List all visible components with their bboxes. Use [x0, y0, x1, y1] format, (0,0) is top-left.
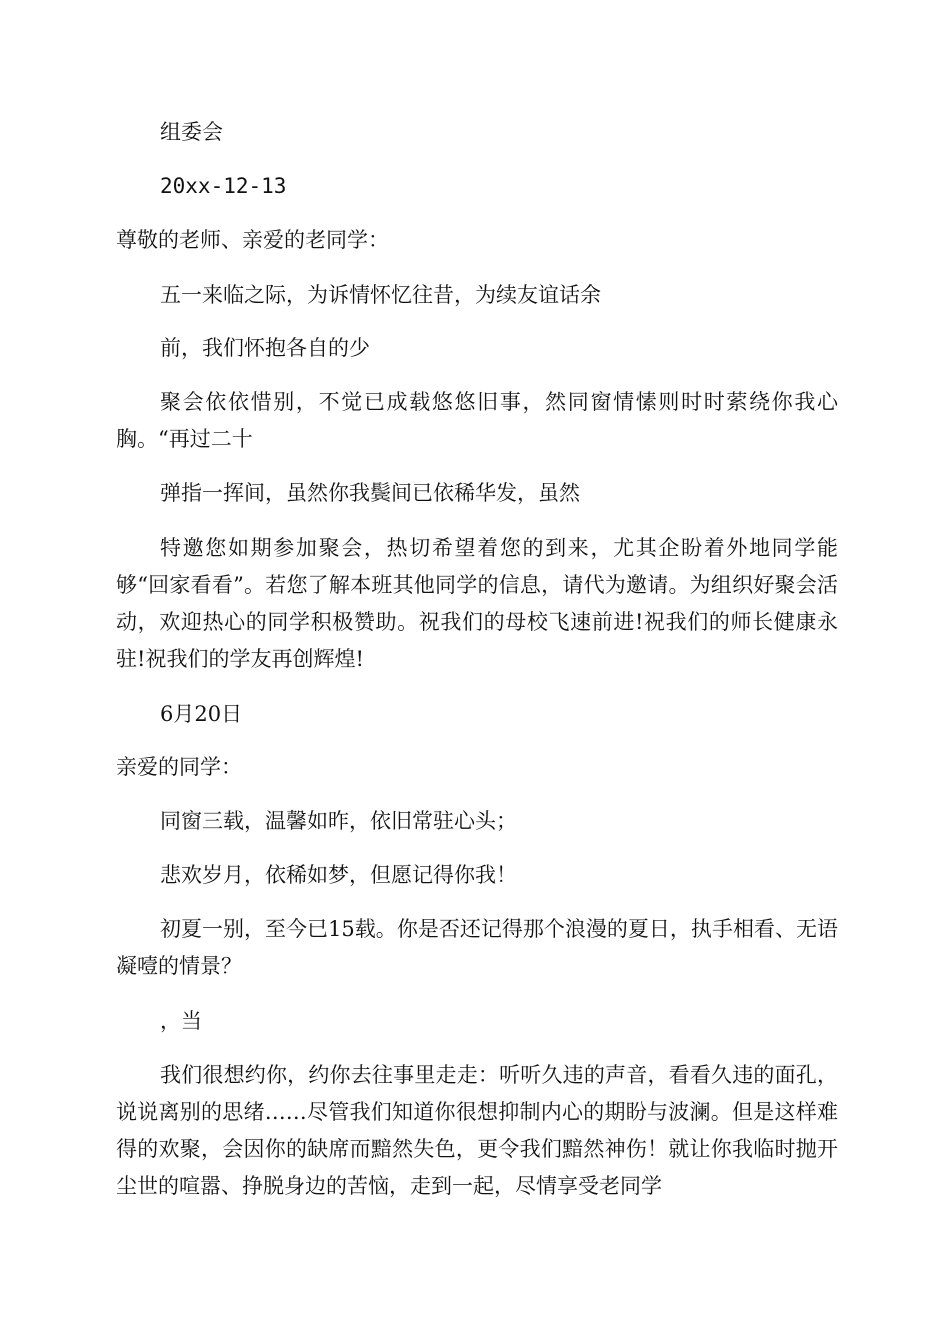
paragraph-may-day: 五一来临之际，为诉情怀忆往昔，为续友谊话余: [160, 283, 601, 307]
signature-date: 20xx-12-13: [160, 174, 287, 198]
paragraph-invitation: 特邀您如期参加聚会，热切希望着您的到来，尤其企盼着外地同学能够“回家看看”。若您了解本班其他同学的信息，请代为邀请。为组织好聚会活动，欢迎热心的同学积极赞助。祝我们的母校飞速前进!祝我们的师长健康永驻!祝我们的学友再创辉煌!: [116, 536, 838, 671]
paragraph-invite-to-past: 我们很想约你，约你去往事里走走：听听久违的声音，看看久违的面孔，说说离别的思绪……尽管我们知道你很想抑制内心的期盼与波澜。但是这样难得的欢聚，会因你的缺席而黯然失色，更令我们黯然神伤！就让你我临时抛开尘世的喧嚣、挣脱身边的苦恼，走到一起，尽情享受老同学: [116, 1063, 838, 1198]
date-june-20: 6月20日: [160, 702, 243, 726]
salutation-classmates: 亲爱的同学：: [116, 755, 242, 779]
salutation-teachers-classmates: 尊敬的老师、亲爱的老同学：: [116, 228, 389, 252]
paragraph-snap-of-fingers: 弹指一挥间，虽然你我鬓间已依稀华发，虽然: [160, 481, 580, 505]
paragraph-before: 前，我们怀抱各自的少: [160, 336, 370, 360]
signature-organizer: 组委会: [160, 120, 223, 144]
paragraph-farewell: 聚会依依惜别，不觉已成载悠悠旧事，然同窗情愫则时时萦绕你我心胸。“再过二十: [116, 390, 838, 451]
paragraph-fragment: ，当: [160, 1009, 202, 1033]
paragraph-joys-sorrows: 悲欢岁月，依稀如梦，但愿记得你我！: [160, 863, 517, 887]
paragraph-three-years: 同窗三载，温馨如昨，依旧常驻心头；: [160, 809, 517, 833]
paragraph-early-summer: 初夏一别，至今已15载。你是否还记得那个浪漫的夏日，执手相看、无语凝噎的情景？: [116, 917, 838, 978]
